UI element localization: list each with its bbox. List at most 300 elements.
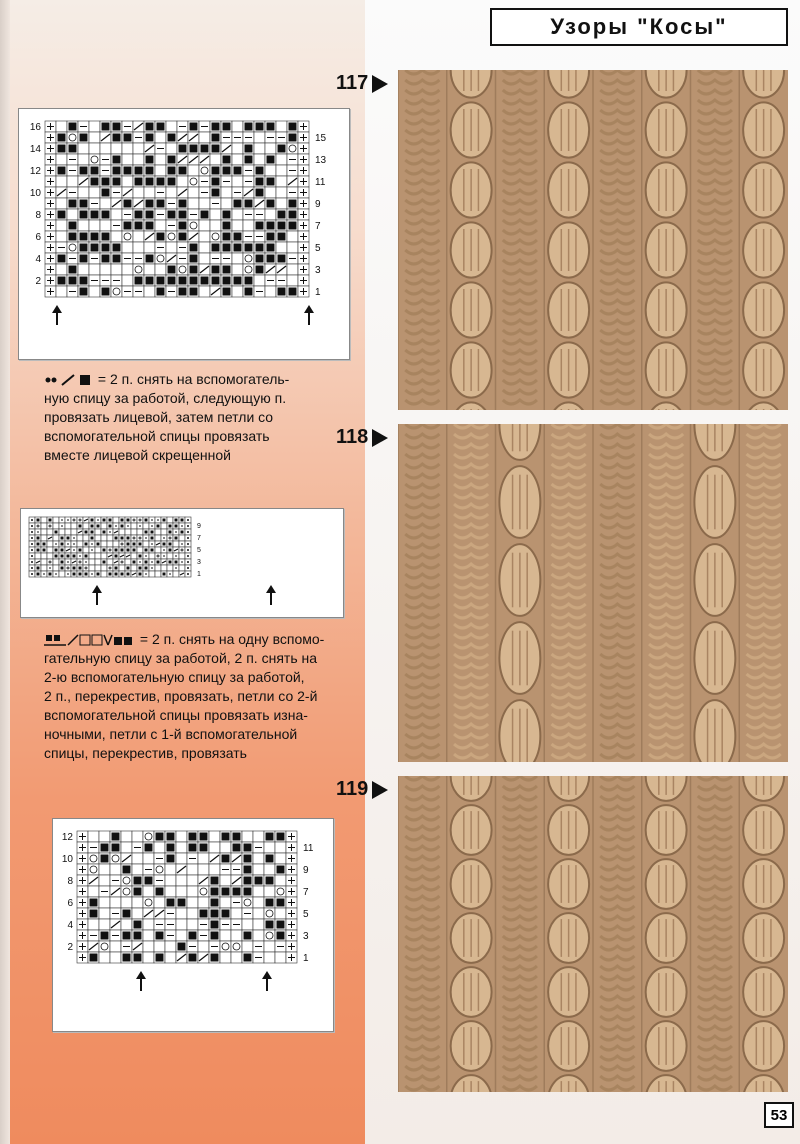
chart-cell xyxy=(133,242,144,253)
purl-stitch-mark xyxy=(169,549,172,552)
purl-stitch-mark xyxy=(109,519,112,522)
purl-stitch-mark xyxy=(124,134,132,142)
purl-stitch-mark xyxy=(73,555,76,558)
chart-cell xyxy=(122,264,133,275)
chart-cell xyxy=(209,864,220,875)
chart-cell xyxy=(53,559,59,565)
purl-stitch-mark xyxy=(145,531,148,534)
chart-cell xyxy=(275,875,286,886)
chart-cell xyxy=(253,930,264,941)
chart-cell xyxy=(173,571,179,577)
purl-stitch-mark xyxy=(146,277,154,285)
purl-stitch-mark xyxy=(67,555,70,558)
chart-cell xyxy=(107,547,113,553)
chart-cell xyxy=(133,154,144,165)
chart-cell xyxy=(99,908,110,919)
pattern-number-118-text: 118 xyxy=(336,426,369,448)
chart-cell xyxy=(53,535,59,541)
purl-stitch-mark xyxy=(157,277,165,285)
chart-cell xyxy=(220,897,231,908)
purl-stitch-mark xyxy=(277,833,285,841)
chart-cell xyxy=(89,264,100,275)
chart-cell xyxy=(131,565,137,571)
chart-cell xyxy=(122,242,133,253)
purl-stitch-mark xyxy=(244,877,252,885)
row-number-left: 6 xyxy=(35,231,41,243)
purl-stitch-mark xyxy=(91,178,99,186)
chart-cell xyxy=(209,842,220,853)
chart-cell xyxy=(122,275,133,286)
purl-stitch-mark xyxy=(179,200,187,208)
pattern-number-117 xyxy=(336,72,388,95)
purl-stitch-mark xyxy=(61,567,64,570)
chart-cell xyxy=(113,517,119,523)
row-number-right: 3 xyxy=(315,264,321,276)
purl-stitch-mark xyxy=(167,844,175,852)
purl-stitch-mark xyxy=(168,211,176,219)
purl-stitch-mark xyxy=(179,288,187,296)
chart-cell xyxy=(287,275,298,286)
purl-stitch-mark xyxy=(134,932,142,940)
purl-stitch-mark xyxy=(37,549,40,552)
row-number-right: 3 xyxy=(197,558,201,566)
purl-stitch-mark xyxy=(121,549,124,552)
chart-cell xyxy=(165,864,176,875)
chart-cell xyxy=(254,154,265,165)
purl-stitch-mark xyxy=(190,266,198,274)
purl-stitch-mark xyxy=(102,189,110,197)
chart-cell xyxy=(188,198,199,209)
purl-stitch-mark xyxy=(211,921,219,929)
row-number-right: 3 xyxy=(303,930,309,942)
purl-stitch-mark xyxy=(58,277,66,285)
purl-stitch-mark xyxy=(135,222,143,230)
purl-stitch-mark xyxy=(91,244,99,252)
chart-cell xyxy=(232,264,243,275)
purl-stitch-mark xyxy=(80,211,88,219)
chart-cell xyxy=(88,886,99,897)
chart-cell xyxy=(220,952,231,963)
chart-118-grid xyxy=(21,509,343,617)
purl-stitch-mark xyxy=(181,519,184,522)
chart-cell xyxy=(199,132,210,143)
chart-cell xyxy=(83,535,89,541)
chart-cell xyxy=(99,897,110,908)
purl-stitch-mark xyxy=(73,567,76,570)
row-number-right: 1 xyxy=(197,570,201,578)
chart-cell xyxy=(199,198,210,209)
chart-cell xyxy=(89,220,100,231)
purl-stitch-mark xyxy=(223,288,231,296)
chart-cell xyxy=(144,264,155,275)
chart-cell xyxy=(99,864,110,875)
chart-cell xyxy=(188,165,199,176)
purl-stitch-mark xyxy=(189,932,197,940)
purl-stitch-mark xyxy=(223,211,231,219)
purl-stitch-mark xyxy=(233,844,241,852)
chart-cell xyxy=(198,941,209,952)
chart-cell xyxy=(154,941,165,952)
chart-cell xyxy=(187,908,198,919)
purl-stitch-mark xyxy=(169,525,172,528)
row-number-right: 11 xyxy=(303,842,314,854)
purl-stitch-mark xyxy=(124,200,132,208)
purl-stitch-mark xyxy=(80,200,88,208)
purl-stitch-mark xyxy=(245,200,253,208)
purl-stitch-mark xyxy=(113,167,121,175)
chart-cell xyxy=(188,187,199,198)
row-number-left: 12 xyxy=(29,165,41,177)
chart-cell xyxy=(121,831,132,842)
chart-cell xyxy=(143,541,149,547)
purl-stitch-mark xyxy=(223,222,231,230)
chart-cell xyxy=(167,553,173,559)
chart-cell xyxy=(155,154,166,165)
chart-cell xyxy=(276,176,287,187)
purl-stitch-mark xyxy=(139,567,142,570)
purl-stitch-mark xyxy=(190,244,198,252)
chart-cell xyxy=(155,264,166,275)
purl-stitch-mark xyxy=(103,531,106,534)
purl-stitch-mark xyxy=(266,921,274,929)
purl-stitch-mark xyxy=(222,888,230,896)
purl-stitch-mark xyxy=(223,123,231,131)
purl-stitch-mark xyxy=(85,531,88,534)
pattern-number-119-text: 119 xyxy=(336,778,369,800)
purl-stitch-mark xyxy=(109,525,112,528)
chart-cell xyxy=(41,517,47,523)
chart-cell xyxy=(198,897,209,908)
purl-stitch-mark xyxy=(91,233,99,241)
purl-stitch-mark xyxy=(102,233,110,241)
chart-cell xyxy=(100,220,111,231)
purl-stitch-mark xyxy=(267,156,275,164)
chart-cell xyxy=(198,864,209,875)
chart-cell xyxy=(166,242,177,253)
purl-stitch-mark xyxy=(255,877,263,885)
chart-cell xyxy=(95,535,101,541)
chart-cell xyxy=(199,220,210,231)
purl-stitch-mark xyxy=(90,954,98,962)
chart-cell xyxy=(111,143,122,154)
chart-cell xyxy=(210,220,221,231)
chart-cell xyxy=(232,143,243,154)
chart-cell xyxy=(276,242,287,253)
chart-cell xyxy=(110,864,121,875)
row-number-right: 9 xyxy=(315,198,321,210)
chart-cell xyxy=(133,187,144,198)
chart-cell xyxy=(121,842,132,853)
legend-117-line-4: вспомогательной спицы провязать xyxy=(44,428,270,444)
chart-cell xyxy=(53,517,59,523)
purl-stitch-mark xyxy=(245,244,253,252)
purl-stitch-mark xyxy=(133,543,136,546)
purl-stitch-mark xyxy=(277,866,285,874)
purl-stitch-mark xyxy=(189,844,197,852)
purl-stitch-mark xyxy=(289,211,297,219)
purl-stitch-mark xyxy=(79,573,82,576)
chart-cell xyxy=(187,875,198,886)
chart-cell xyxy=(149,553,155,559)
chart-cell xyxy=(95,553,101,559)
purl-stitch-mark xyxy=(156,954,164,962)
row-number-right: 1 xyxy=(315,286,321,298)
purl-stitch-mark xyxy=(91,519,94,522)
chart-cell xyxy=(161,529,167,535)
purl-stitch-mark xyxy=(37,567,40,570)
chart-cell xyxy=(210,154,221,165)
purl-stitch-mark xyxy=(146,134,154,142)
purl-stitch-mark xyxy=(266,899,274,907)
purl-stitch-mark xyxy=(146,255,154,263)
purl-stitch-mark xyxy=(69,123,77,131)
chart-cell xyxy=(41,523,47,529)
row-number-left: 12 xyxy=(61,831,73,843)
legend-118-line-1: = 2 п. снять на одну вспомо- xyxy=(139,631,325,647)
purl-stitch-mark xyxy=(121,519,124,522)
row-number-right: 1 xyxy=(303,952,309,964)
chart-cell xyxy=(77,535,83,541)
chart-cell xyxy=(287,231,298,242)
chart-cell xyxy=(232,286,243,297)
purl-stitch-mark xyxy=(179,233,187,241)
chart-cell xyxy=(110,952,121,963)
chart-cell xyxy=(287,242,298,253)
chart-cell xyxy=(78,264,89,275)
chart-cell xyxy=(125,529,131,535)
purl-stitch-mark xyxy=(190,145,198,153)
purl-stitch-mark xyxy=(139,543,142,546)
chart-cell xyxy=(107,541,113,547)
purl-stitch-mark xyxy=(244,855,252,863)
chart-cell xyxy=(221,198,232,209)
purl-stitch-mark xyxy=(190,288,198,296)
purl-stitch-mark xyxy=(113,178,121,186)
chart-cell xyxy=(137,535,143,541)
chart-cell xyxy=(167,535,173,541)
purl-stitch-mark xyxy=(169,561,172,564)
chart-cell xyxy=(119,559,125,565)
purl-stitch-mark xyxy=(69,145,77,153)
purl-stitch-mark xyxy=(244,866,252,874)
chart-cell xyxy=(41,553,47,559)
purl-stitch-mark xyxy=(124,167,132,175)
purl-stitch-mark xyxy=(80,244,88,252)
purl-stitch-mark xyxy=(211,910,219,918)
purl-stitch-mark xyxy=(37,519,40,522)
purl-stitch-mark xyxy=(135,167,143,175)
chart-cell xyxy=(275,908,286,919)
chart-cell xyxy=(122,154,133,165)
purl-stitch-mark xyxy=(69,277,77,285)
chart-cell xyxy=(155,565,161,571)
chart-cell xyxy=(149,571,155,577)
purl-stitch-mark xyxy=(102,211,110,219)
chart-cell xyxy=(133,231,144,242)
purl-stitch-mark xyxy=(223,277,231,285)
chart-cell xyxy=(131,553,137,559)
purl-stitch-mark xyxy=(97,525,100,528)
chart-cell xyxy=(264,952,275,963)
purl-stitch-mark xyxy=(289,288,297,296)
chart-cell xyxy=(35,523,41,529)
chart-cell xyxy=(242,831,253,842)
chart-cell xyxy=(143,952,154,963)
purl-stitch-mark xyxy=(121,525,124,528)
purl-stitch-mark xyxy=(201,211,209,219)
purl-stitch-mark xyxy=(245,123,253,131)
chart-cell xyxy=(143,886,154,897)
row-number-right: 7 xyxy=(303,886,309,898)
chart-cell xyxy=(122,143,133,154)
purl-stitch-mark xyxy=(146,156,154,164)
purl-stitch-mark xyxy=(212,244,220,252)
purl-stitch-mark xyxy=(69,233,77,241)
purl-stitch-mark xyxy=(37,537,40,540)
purl-stitch-mark xyxy=(157,123,165,131)
pattern-number-119 xyxy=(336,778,388,801)
purl-stitch-mark xyxy=(223,266,231,274)
chart-cell xyxy=(187,864,198,875)
chart-cell xyxy=(176,875,187,886)
purl-stitch-mark xyxy=(123,932,131,940)
chart-cell xyxy=(143,919,154,930)
purl-stitch-mark xyxy=(85,573,88,576)
arrow-right-icon xyxy=(372,781,388,799)
chart-cell xyxy=(253,864,264,875)
purl-stitch-mark xyxy=(278,233,286,241)
chart-cell xyxy=(89,187,100,198)
purl-stitch-mark xyxy=(80,233,88,241)
purl-stitch-mark xyxy=(85,555,88,558)
purl-stitch-mark xyxy=(135,178,143,186)
chart-cell xyxy=(132,853,143,864)
purl-stitch-mark xyxy=(121,573,124,576)
purl-stitch-mark xyxy=(115,555,118,558)
purl-stitch-mark xyxy=(55,531,58,534)
chart-cell xyxy=(179,535,185,541)
purl-stitch-mark xyxy=(113,244,121,252)
purl-stitch-mark xyxy=(97,543,100,546)
chart-cell xyxy=(232,253,243,264)
chart-cell xyxy=(131,535,137,541)
row-number-left: 4 xyxy=(67,919,73,931)
chart-cell xyxy=(187,886,198,897)
purl-stitch-mark xyxy=(112,833,120,841)
purl-stitch-mark xyxy=(234,167,242,175)
chart-cell xyxy=(143,523,149,529)
chart-cell xyxy=(265,165,276,176)
purl-stitch-mark xyxy=(167,899,175,907)
purl-stitch-mark xyxy=(211,899,219,907)
chart-cell xyxy=(56,198,67,209)
purl-stitch-mark xyxy=(212,167,220,175)
repeat-arrow-head-icon xyxy=(52,305,62,313)
purl-stitch-mark xyxy=(146,178,154,186)
purl-stitch-mark xyxy=(212,277,220,285)
chart-cell xyxy=(143,930,154,941)
purl-stitch-mark xyxy=(115,567,118,570)
chart-cell xyxy=(165,941,176,952)
purl-stitch-mark xyxy=(168,134,176,142)
cross-stitch-symbol xyxy=(44,373,94,387)
purl-stitch-mark xyxy=(79,549,82,552)
purl-stitch-mark xyxy=(123,954,131,962)
row-number-left: 16 xyxy=(29,121,41,133)
purl-stitch-mark xyxy=(156,932,164,940)
purl-stitch-mark xyxy=(91,525,94,528)
purl-stitch-mark xyxy=(127,543,130,546)
purl-stitch-mark xyxy=(266,833,274,841)
purl-stitch-mark xyxy=(244,844,252,852)
purl-stitch-mark xyxy=(245,277,253,285)
chart-cell xyxy=(119,541,125,547)
chart-cell xyxy=(176,853,187,864)
purl-stitch-mark xyxy=(267,255,275,263)
purl-stitch-mark xyxy=(145,549,148,552)
chart-cell xyxy=(78,187,89,198)
legend-118-line-6: ночными, петли с 1-й вспомогательной xyxy=(44,726,298,742)
legend-117-line-5: вместе лицевой скрещенной xyxy=(44,447,231,463)
purl-stitch-mark xyxy=(267,244,275,252)
purl-stitch-mark xyxy=(256,123,264,131)
chart-cell xyxy=(177,176,188,187)
purl-stitch-mark xyxy=(178,943,186,951)
chart-cell xyxy=(166,121,177,132)
chart-cell xyxy=(187,897,198,908)
purl-stitch-mark xyxy=(103,561,106,564)
purl-stitch-mark xyxy=(211,888,219,896)
chart-cell xyxy=(56,121,67,132)
purl-stitch-mark xyxy=(266,877,274,885)
purl-stitch-mark xyxy=(145,561,148,564)
purl-stitch-mark xyxy=(256,244,264,252)
purl-stitch-mark xyxy=(127,549,130,552)
chart-cell xyxy=(100,198,111,209)
page-number: 53 xyxy=(764,1102,794,1128)
chart-cell xyxy=(89,559,95,565)
purl-stitch-mark xyxy=(115,549,118,552)
purl-stitch-mark xyxy=(277,932,285,940)
purl-stitch-mark xyxy=(223,167,231,175)
chart-cell xyxy=(155,553,161,559)
purl-stitch-mark xyxy=(135,277,143,285)
purl-stitch-mark xyxy=(43,543,46,546)
purl-stitch-mark xyxy=(223,244,231,252)
purl-stitch-mark xyxy=(151,537,154,540)
purl-stitch-mark xyxy=(49,573,52,576)
purl-stitch-mark xyxy=(190,277,198,285)
purl-stitch-mark xyxy=(266,855,274,863)
chart-cell xyxy=(179,565,185,571)
chart-cell xyxy=(131,529,137,535)
knit-photo-118 xyxy=(398,424,788,762)
chart-cell xyxy=(101,535,107,541)
purl-stitch-mark xyxy=(200,833,208,841)
purl-stitch-mark xyxy=(79,567,82,570)
knit-photo-119-texture xyxy=(398,776,788,1092)
chart-cell xyxy=(99,919,110,930)
chart-cell xyxy=(166,143,177,154)
purl-stitch-mark xyxy=(175,525,178,528)
purl-stitch-mark xyxy=(69,266,77,274)
purl-stitch-mark xyxy=(278,255,286,263)
chart-cell xyxy=(100,264,111,275)
purl-stitch-mark xyxy=(146,167,154,175)
chart-cell xyxy=(161,565,167,571)
purl-stitch-mark xyxy=(97,573,100,576)
purl-stitch-mark xyxy=(61,561,64,564)
